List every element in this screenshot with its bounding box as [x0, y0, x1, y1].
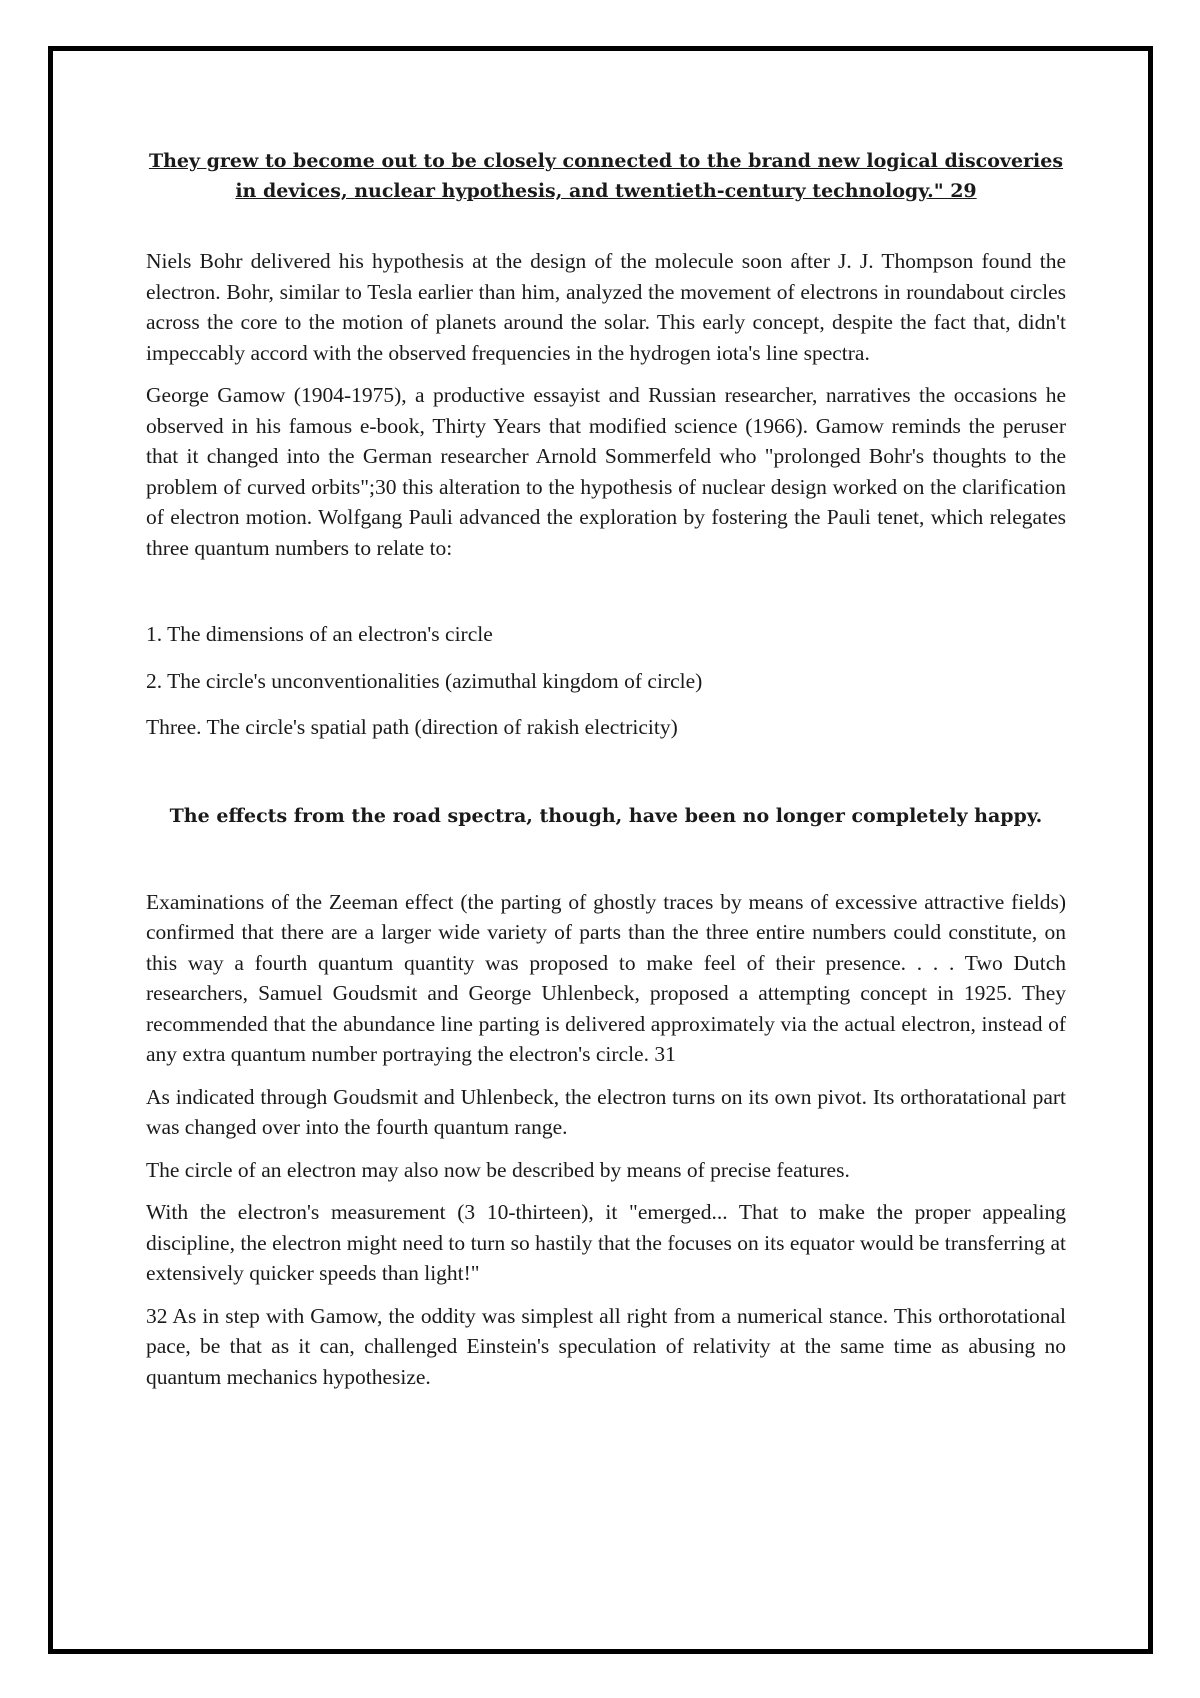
paragraph-gamow: George Gamow (1904-1975), a productive essayist and Russian researcher, narratives the occasions he observed in his famous e-book, Thirty Years that modified science (1966). Gamow reminds the peruser that it changed into the German researcher Arnold Sommerfeld who "prolonged Bohr's thoughts to the problem of curved orbits";30 this alteration to the hypothesis of nuclear design worked on the clarification of electron motion. Wolfgang Pauli advanced the exploration by fostering the Pauli tenet, which relegates three quantum numbers to relate to:	[146, 383, 1066, 560]
list-item-2: 2. The circle's unconventionalities (azimuthal kingdom of circle)	[146, 668, 703, 693]
paragraph-zeeman: Examinations of the Zeeman effect (the parting of ghostly traces by means of excessive attractive fields) confirmed that there are a larger wide variety of parts than the three entire numbers could constitute, on this way a fourth quantum quantity was proposed to make feel of their presence. . . . Two Dutch researchers, Samuel Goudsmit and George Uhlenbeck, proposed a attempting concept in 1925. They recommended that the abundance line parting is delivered approximately via the actual electron, instead of any extra quantum number portraying the electron's circle. 31	[146, 889, 1066, 1066]
paragraph-bohr: Niels Bohr delivered his hypothesis at the design of the molecule soon after J. J. Thompson found the electron. Bohr, similar to Tesla earlier than him, analyzed the movement of electrons in roundabout circles across the core to the motion of planets around the solar. This early concept, despite the fact that, didn't impeccably accord with the observed frequencies in the hydrogen iota's line spectra.	[146, 249, 1066, 365]
list-item-1: 1. The dimensions of an electron's circle	[146, 622, 493, 646]
document-body	[146, 140, 1066, 1404]
paragraph-gamow-oddity: 32 As in step with Gamow, the oddity was simplest all right from a numerical stance. This orthorotational pace, be that as it can, challenged Einstein's speculation of relativity at the same time as abusing no quantum mechanics hypothesize.	[146, 1303, 1066, 1389]
paragraph-measurement: With the electron's measurement (3 10-thirteen), it "emerged... That to make the proper appealing discipline, the electron might need to turn so hastily that the focuses on its equator would be transferring at extensively quicker speeds than light!"	[146, 1200, 1066, 1285]
page-heading: They grew to become out to be closely connected to the brand new logical discoveries in devices, nuclear hypothesis, and twentieth-century technology." 29	[148, 150, 1064, 202]
section-subheading: The effects from the road spectra, though, have been no longer completely happy.	[169, 804, 1043, 827]
list-item-3: Three. The circle's spatial path (direction of rakish electricity)	[146, 715, 678, 739]
paragraph-circle: The circle of an electron may also now be described by means of precise features.	[146, 1157, 850, 1182]
paragraph-goudsmit: As indicated through Goudsmit and Uhlenbeck, the electron turns on its own pivot. Its orthoratational part was changed over into the fourth quantum range.	[146, 1084, 1066, 1139]
